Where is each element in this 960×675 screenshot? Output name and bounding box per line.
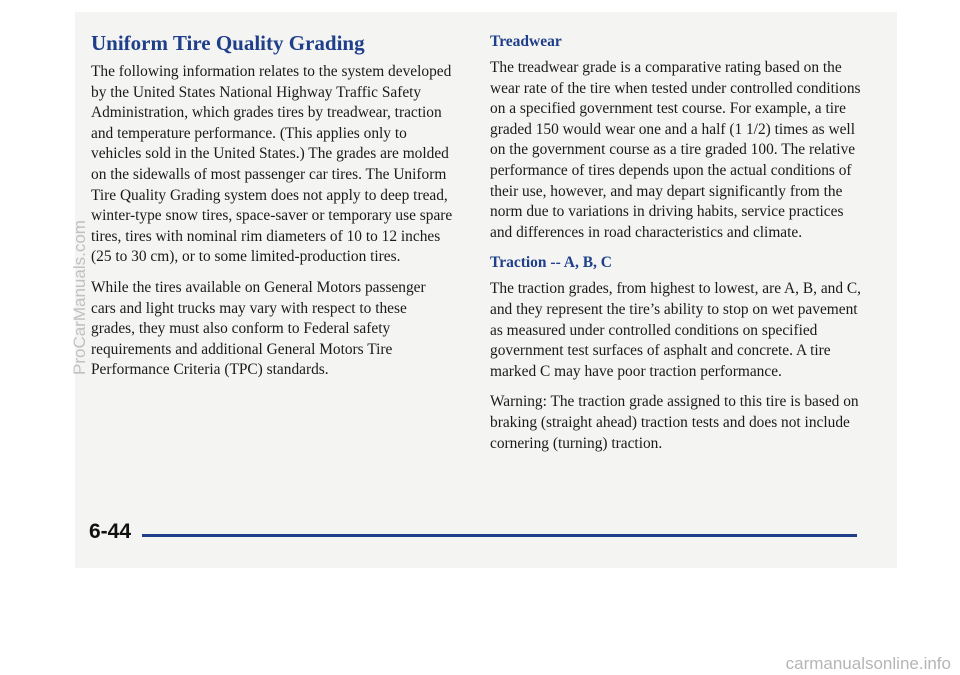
traction-heading: Traction -- A, B, C [490,254,612,272]
footer-rule [142,534,857,537]
treadwear-heading: Treadwear [490,33,562,50]
section-title: Uniform Tire Quality Grading [91,31,365,55]
right-column [490,30,862,464]
treadwear-paragraph: The treadwear grade is a comparative rating based on the wear rate of the tire when tested under controlled conditions on a specified government test course. For example, a tire graded 150 would wear one and a half (1 1/2) times as well on the government course as a tire graded 100. The relative performance of tires depends upon the actual conditions of their use, however, and may depart significantly from the norm due to variations in driving habits, service practices and differences in road characteristics and climate. [490,59,861,241]
side-watermark: ProCarManuals.com [70,220,89,375]
traction-warning-paragraph: Warning: The traction grade assigned to this tire is based on braking (straight ahead) traction tests and does not include cornering (turning) traction. [490,393,859,452]
bottom-watermark: carmanualsonline.info [785,654,951,673]
left-column [91,30,454,391]
page-number: 6-44 [89,520,132,543]
gm-standards-paragraph: While the tires available on General Motors passenger cars and light trucks may vary with respect to these grades, they must also conform to Federal safety requirements and additional General Motors Tire Performance Criteria (TPC) standards. [91,278,426,379]
intro-paragraph: The following information relates to the system developed by the United States National Highway Traffic Safety Administration, which grades tires by treadwear, traction and temperature performance. (This applies only to vehicles sold in the United States.) The grades are molded on the sidewalls of most passenger car tires. The Uniform Tire Quality Grading system does not apply to deep tread, winter-type snow tires, space-saver or temporary use spare tires, tires with nominal rim diameters of 10 to 12 inches (25 to 30 cm), or to some limited-production tires. [91,63,453,266]
traction-paragraph: The traction grades, from highest to lowest, are A, B, and C, and they represent the tire’s ability to stop on wet pavement as measured under controlled conditions on specified government test surfaces of asphalt and concrete. A tire marked C may have poor traction performance. [490,280,861,380]
